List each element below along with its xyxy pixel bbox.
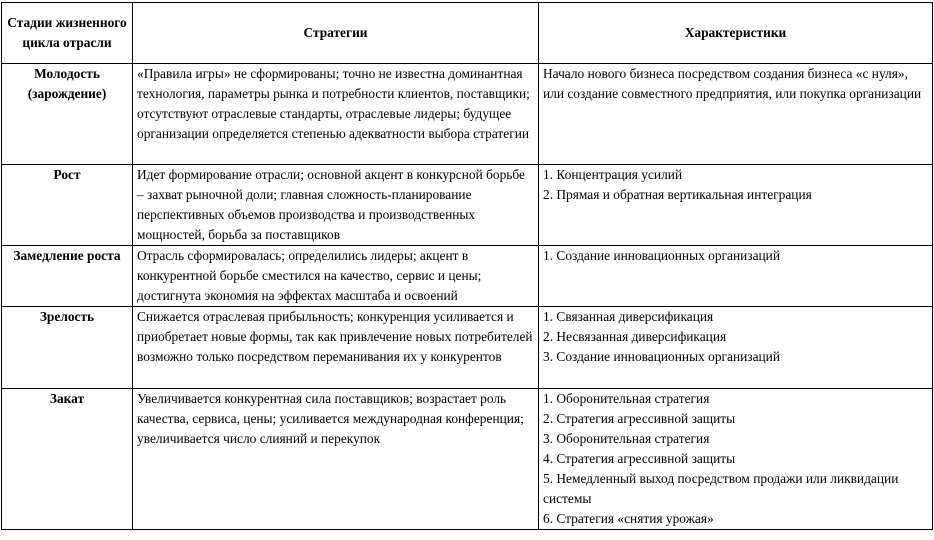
stage-cell: Закат bbox=[2, 389, 133, 530]
stage-cell: Молодость (зарождение) bbox=[2, 64, 133, 165]
characteristic-item: 6. Стратегия «снятия урожая» bbox=[543, 511, 714, 526]
characteristic-item: 5. Немедленный выход посредством продажи или ликвидации системы bbox=[543, 471, 899, 506]
table-row bbox=[2, 307, 933, 389]
characteristics-cell bbox=[539, 246, 933, 307]
characteristic-item: 3. Оборонительная стратегия bbox=[543, 431, 710, 446]
header-characteristics: Характеристики bbox=[539, 3, 933, 64]
lifecycle-strategy-table bbox=[1, 2, 933, 530]
table-header-row bbox=[2, 3, 933, 64]
characteristic-item: 2. Несвязанная диверсификация bbox=[543, 329, 727, 344]
stage-cell: Замедление роста bbox=[2, 246, 133, 307]
characteristic-item: 1. Оборонительная стратегия bbox=[543, 391, 710, 406]
characteristics-cell bbox=[539, 165, 933, 246]
header-strategies: Стратегии bbox=[133, 3, 539, 64]
table-row bbox=[2, 389, 933, 530]
characteristic-item: 2. Прямая и обратная вертикальная интеграция bbox=[543, 187, 812, 202]
characteristic-item: 1. Концентрация усилий bbox=[543, 167, 683, 182]
characteristic-item: Начало нового бизнеса посредством создания бизнеса «с нуля», или создание совместного предприятия, или покупка организации bbox=[543, 66, 922, 101]
strategy-cell: Снижается отраслевая прибыльность; конкуренция усиливается и приобретает новые формы, так как привлечение новых потребителей возможно только посредством переманивания их у конкурентов bbox=[133, 307, 539, 389]
strategy-cell: «Правила игры» не сформированы; точно не известна доминантная технология, параметры рынка и потребности клиентов, поставщики; отсутствуют отраслевые стандарты, отраслевые лидеры; будущее организации определяется степенью адекватности выбора стратегии bbox=[133, 64, 539, 165]
stage-cell: Рост bbox=[2, 165, 133, 246]
characteristic-item: 1. Связанная диверсификация bbox=[543, 309, 714, 324]
characteristics-cell bbox=[539, 64, 933, 165]
strategy-cell: Идет формирование отрасли; основной акцент в конкурсной борьбе – захват рыночной доли; главная сложность-планирование перспективных объемов производства и производственных мощностей, борьба за поставщиков bbox=[133, 165, 539, 246]
characteristic-item: 4. Стратегия агрессивной защиты bbox=[543, 451, 736, 466]
characteristic-item: 1. Создание инновационных организаций bbox=[543, 248, 781, 263]
table-row bbox=[2, 64, 933, 165]
table-row bbox=[2, 246, 933, 307]
characteristics-cell bbox=[539, 307, 933, 389]
stage-cell: Зрелость bbox=[2, 307, 133, 389]
strategy-cell: Увеличивается конкурентная сила поставщиков; возрастает роль качества, сервиса, цены; усиливается международная конференция; увеличивается число слияний и перекупок bbox=[133, 389, 539, 530]
characteristics-cell bbox=[539, 389, 933, 530]
strategy-cell: Отрасль сформировалась; определились лидеры; акцент в конкурентной борьбе сместился на качество, сервис и цены; достигнута экономия на эффектах масштаба и освоений bbox=[133, 246, 539, 307]
header-stage: Стадии жизненного цикла отрасли bbox=[2, 3, 133, 64]
characteristic-item: 2. Стратегия агрессивной защиты bbox=[543, 411, 736, 426]
table-row bbox=[2, 165, 933, 246]
characteristic-item: 3. Создание инновационных организаций bbox=[543, 349, 781, 364]
